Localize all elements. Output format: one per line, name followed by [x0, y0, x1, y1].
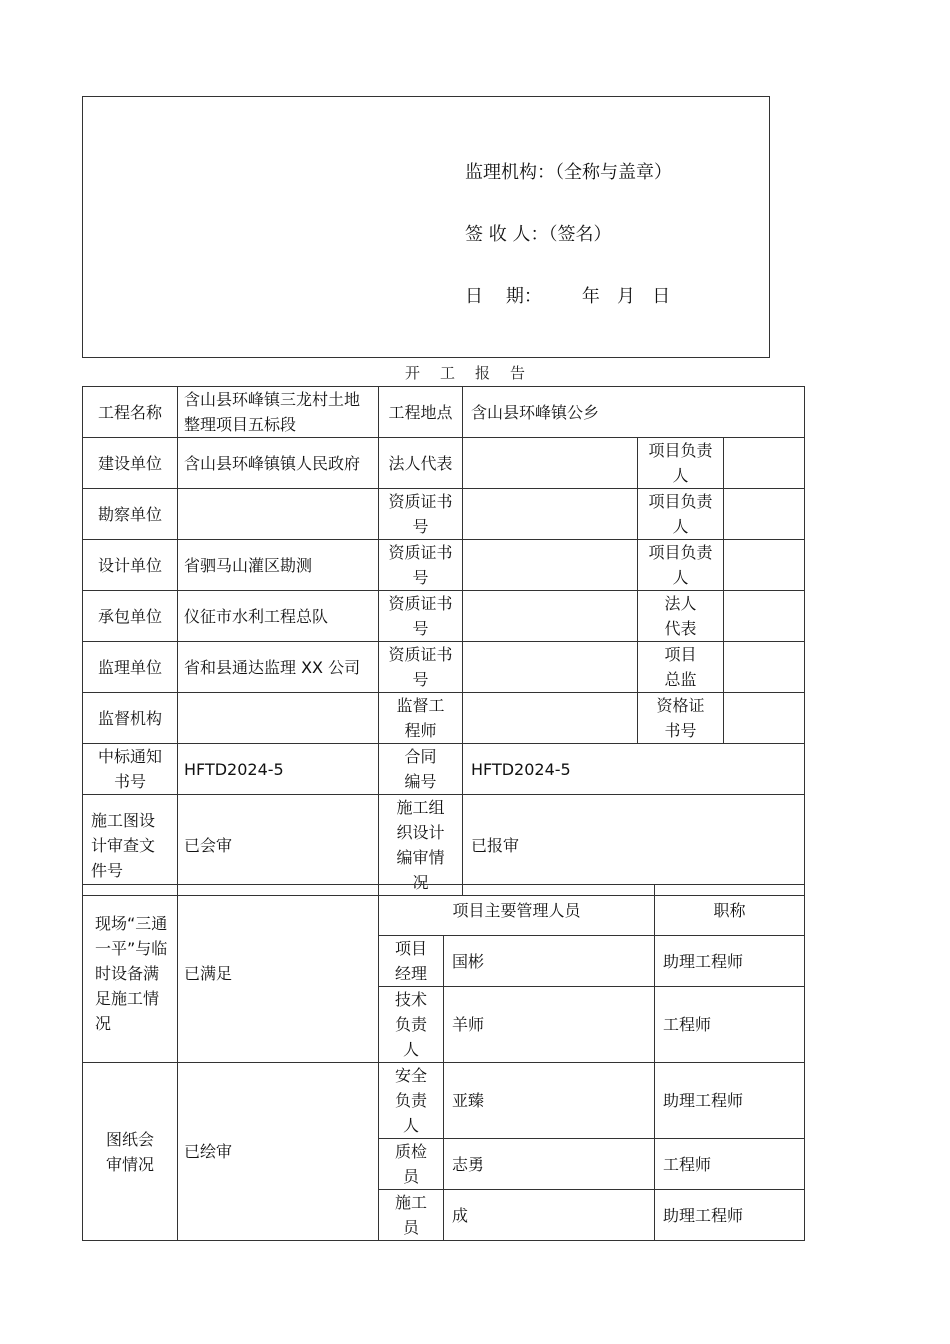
- receiver-label: 签 收 人：: [465, 224, 549, 245]
- staff-name: 国彬: [444, 936, 655, 987]
- date-label: 日 期：: [465, 286, 542, 307]
- table-row: [83, 387, 805, 438]
- supervisor-qual-label: 资质证书号: [379, 642, 463, 693]
- table-row: [83, 438, 805, 489]
- table-row: [83, 591, 805, 642]
- org-label: 监理机构：: [465, 162, 555, 183]
- bid-notice-label: 中标通知书号: [83, 744, 178, 795]
- supervisor-unit-value: 省和县通达监理 XX 公司: [178, 642, 379, 693]
- survey-qual-value: [463, 489, 638, 540]
- site-cond-value: 已满足: [178, 885, 379, 1063]
- project-name-value: 含山县环峰镇三龙村土地整理项目五标段: [178, 387, 379, 438]
- supervisor-qual-value: [463, 642, 638, 693]
- contractor-qual-label: 资质证书号: [379, 591, 463, 642]
- design-label: 设计单位: [83, 540, 178, 591]
- project-lead-label: 项目负责人: [638, 438, 724, 489]
- title-header: 职称: [655, 885, 805, 936]
- design-value: 省驷马山灌区勘测: [178, 540, 379, 591]
- org-line: [465, 161, 672, 185]
- oversight-eng-label: 监督工程师: [379, 693, 463, 744]
- contractor-legal-label: 法人代表: [638, 591, 724, 642]
- drawing-review-value: 已会审: [178, 795, 379, 896]
- supervisor-unit-label: 监理单位: [83, 642, 178, 693]
- report-title: 开工报告: [404, 364, 545, 382]
- table-row: [83, 540, 805, 591]
- survey-value: [178, 489, 379, 540]
- design-qual-label: 资质证书号: [379, 540, 463, 591]
- oversight-value: [178, 693, 379, 744]
- qual-cert-label: 资格证书号: [638, 693, 724, 744]
- survey-label: 勘察单位: [83, 489, 178, 540]
- staff-table: [82, 884, 805, 1241]
- org-design-label: 施工组织设计编审情况: [379, 795, 463, 896]
- builder-label: 建设单位: [83, 438, 178, 489]
- table-row: [83, 1063, 805, 1139]
- table-row: [83, 885, 805, 936]
- survey-qual-label: 资质证书号: [379, 489, 463, 540]
- staff-role: 施工员: [379, 1190, 444, 1241]
- staff-name: 志勇: [444, 1139, 655, 1190]
- chief-supervisor-value: [724, 642, 805, 693]
- contract-no-label: 合同编号: [379, 744, 463, 795]
- location-label: 工程地点: [379, 387, 463, 438]
- bid-notice-value: HFTD2024-5: [178, 744, 379, 795]
- legal-rep-label: 法人代表: [379, 438, 463, 489]
- contractor-value: 仪征市水利工程总队: [178, 591, 379, 642]
- org-note: （全称与盖章）: [555, 162, 672, 183]
- staff-name: 成: [444, 1190, 655, 1241]
- staff-role: 项目经理: [379, 936, 444, 987]
- contractor-legal-value: [724, 591, 805, 642]
- oversight-eng-value: [463, 693, 638, 744]
- date-format: 年 月 日: [581, 286, 671, 307]
- builder-value: 含山县环峰镇镇人民政府: [178, 438, 379, 489]
- drawing-review-label: 施工图设计审查文件号: [83, 795, 178, 896]
- legal-rep-value: [463, 438, 638, 489]
- table-row: [83, 795, 805, 896]
- receiver-line: [465, 223, 611, 247]
- staff-header: 项目主要管理人员: [379, 885, 655, 936]
- table-row: [83, 489, 805, 540]
- design-lead-label: 项目负责人: [638, 540, 724, 591]
- chief-supervisor-label: 项目总监: [638, 642, 724, 693]
- project-lead-value: [724, 438, 805, 489]
- receiver-note: （签名）: [548, 224, 612, 245]
- staff-title: 助理工程师: [655, 936, 805, 987]
- staff-title: 助理工程师: [655, 1190, 805, 1241]
- staff-title: 工程师: [655, 1139, 805, 1190]
- report-table: [82, 386, 805, 896]
- location-value: 含山县环峰镇公乡: [463, 387, 805, 438]
- table-row: [83, 642, 805, 693]
- staff-name: 亚臻: [444, 1063, 655, 1139]
- design-qual-value: [463, 540, 638, 591]
- staff-title: 助理工程师: [655, 1063, 805, 1139]
- contractor-label: 承包单位: [83, 591, 178, 642]
- org-design-value: 已报审: [463, 795, 805, 896]
- staff-role: 安全负责人: [379, 1063, 444, 1139]
- design-lead-value: [724, 540, 805, 591]
- contract-no-value: HFTD2024-5: [463, 744, 805, 795]
- survey-lead-label: 项目负责人: [638, 489, 724, 540]
- staff-title: 工程师: [655, 987, 805, 1063]
- project-name-label: 工程名称: [83, 387, 178, 438]
- staff-role: 质检员: [379, 1139, 444, 1190]
- survey-lead-value: [724, 489, 805, 540]
- staff-name: 羊师: [444, 987, 655, 1063]
- table-row: [83, 744, 805, 795]
- drawing-meeting-label: 图纸会审情况: [83, 1063, 178, 1241]
- site-cond-label: 现场“三通一平”与临时设备满足施工情况: [83, 885, 178, 1063]
- signature-box: [82, 96, 770, 358]
- staff-role: 技术负责人: [379, 987, 444, 1063]
- date-line: [465, 285, 670, 309]
- contractor-qual-value: [463, 591, 638, 642]
- drawing-meeting-value: 已绘审: [178, 1063, 379, 1241]
- oversight-label: 监督机构: [83, 693, 178, 744]
- qual-cert-value: [724, 693, 805, 744]
- table-row: [83, 693, 805, 744]
